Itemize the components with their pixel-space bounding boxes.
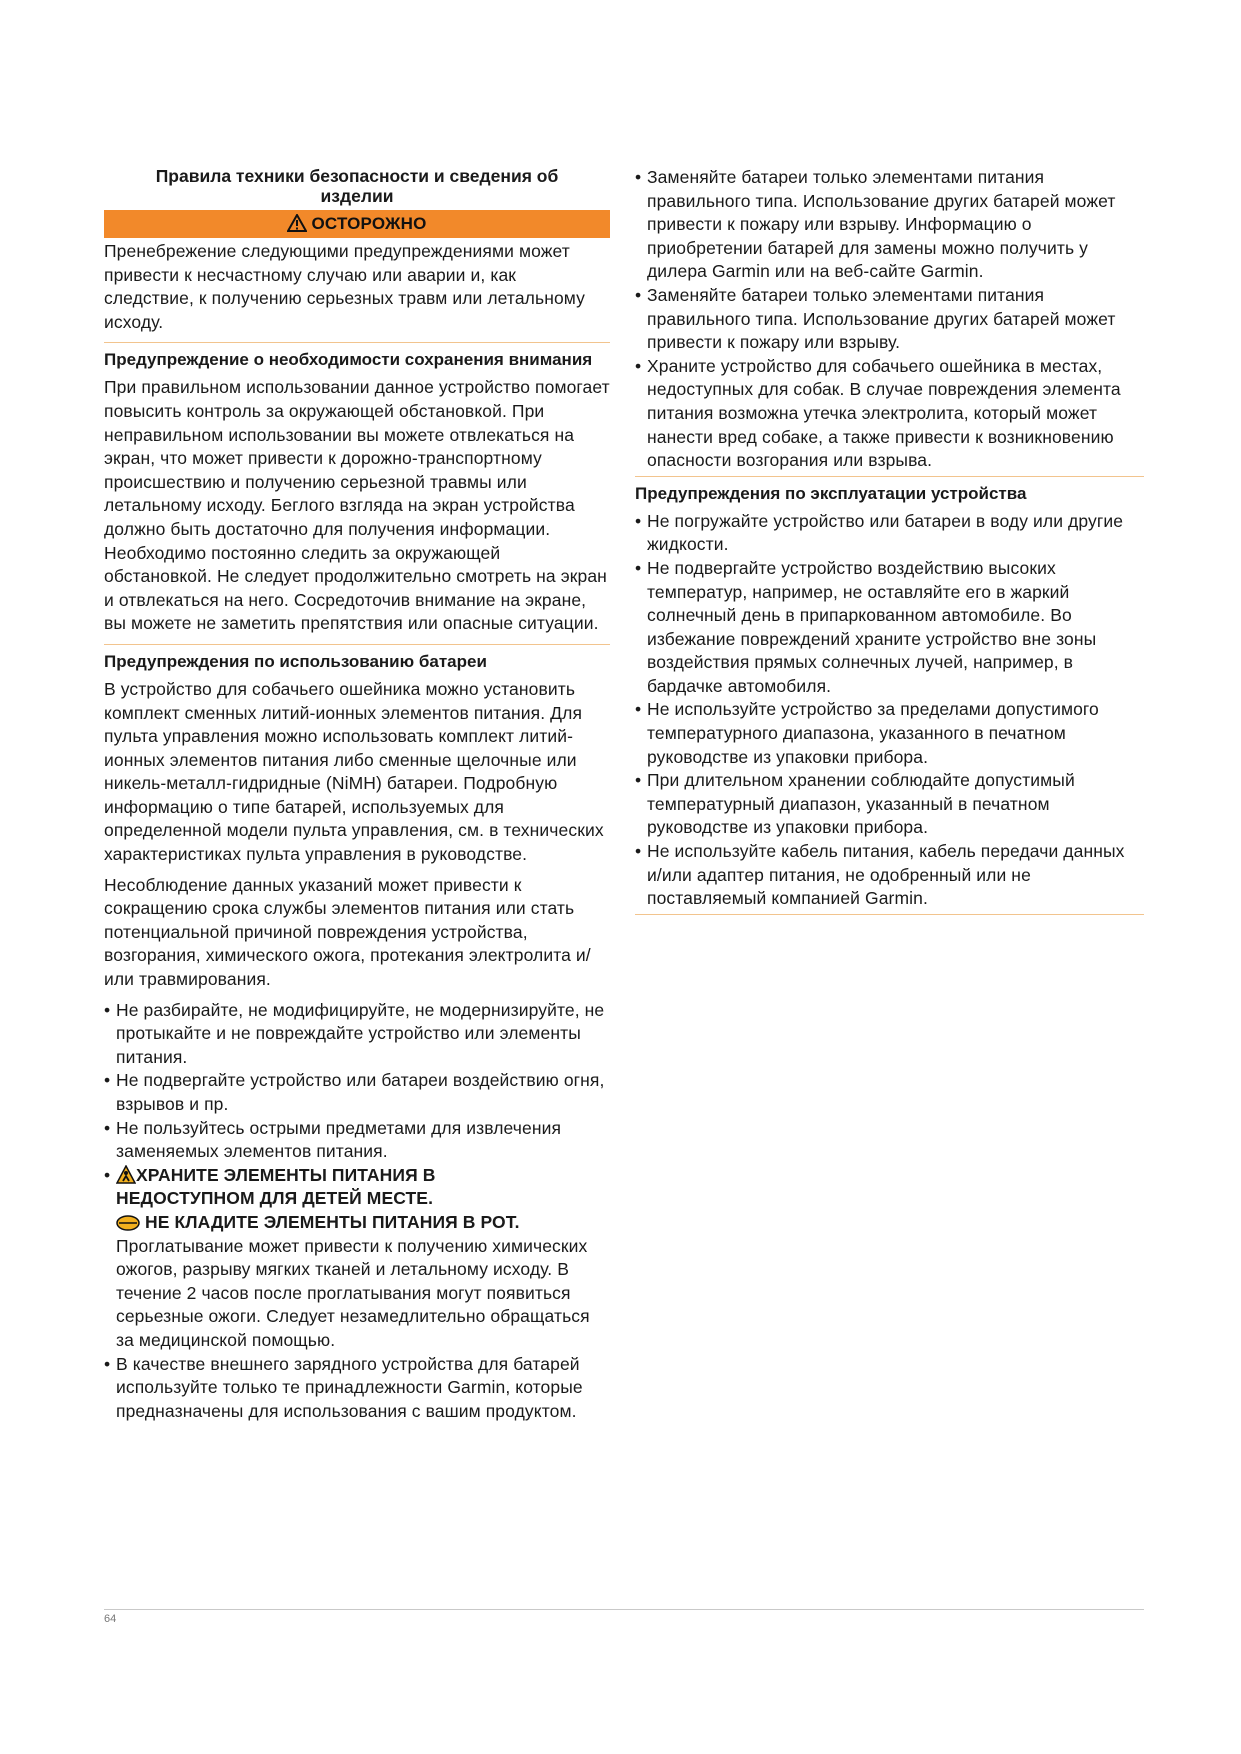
swallow-text: Проглатывание может привести к получению химических ожогов, разрыву мягких тканей и летальному исходу. В течение 2 часов после проглатывания могут появиться серьезные ожоги. Следует незамедлительно обращаться за медицинской помощью. xyxy=(116,1235,590,1350)
list-item: • Не используйте кабель питания, кабель передачи данных и/или адаптер питания, не одобренный или не поставляемый компанией Garmin. xyxy=(635,840,1144,911)
divider xyxy=(635,914,1144,915)
attention-text: При правильном использовании данное устройство помогает повысить контроль за окружающей обстановкой. При неправильном использовании вы можете отвлекаться на экран, что может привести к дорожно-транспортному происшествию и получению серьезной травмы или летальному исходу. Беглого взгляда на экран устройства должно быть достаточно для получения информации. Необходимо постоянно следить за окружающей обстановкой. Не следует продолжительно смотреть на экран и отвлекаться на него. Сосредоточив внимание на экране, вы можете не заметить препятствия или опасные ситуации. xyxy=(104,377,610,634)
list-item: • Заменяйте батареи только элементами питания правильного типа. Использование других батарей может привести к пожару или взрыву. xyxy=(635,284,1144,355)
operation-heading: Предупреждения по эксплуатации устройства xyxy=(635,483,1027,503)
list-item: • Не погружайте устройство или батареи в воду или другие жидкости. xyxy=(635,510,1144,557)
warning-label: ОСТОРОЖНО xyxy=(311,214,427,233)
list-item: • Не используйте устройство за пределами допустимого температурного диапазона, указанного в печатном руководстве из упаковки прибора. xyxy=(635,698,1144,769)
list-item: • При длительном хранении соблюдайте допустимый температурный диапазон, указанный в печатном руководстве из упаковки прибора. xyxy=(635,769,1144,840)
battery-heading: Предупреждения по использованию батареи xyxy=(104,651,487,671)
section-title: Правила техники безопасности и сведения об изделии xyxy=(155,166,559,206)
divider xyxy=(104,644,610,645)
right-column xyxy=(635,166,1144,921)
warning-triangle-icon xyxy=(287,214,307,232)
children-warning-line2: НЕДОСТУПНОМ ДЛЯ ДЕТЕЙ МЕСТЕ. xyxy=(116,1188,434,1209)
footer-divider xyxy=(104,1609,1144,1610)
battery-list xyxy=(104,999,610,1424)
mouth-warning: НЕ КЛАДИТЕ ЭЛЕМЕНТЫ ПИТАНИЯ В РОТ. xyxy=(116,1211,610,1235)
child-warning-icon xyxy=(116,1165,136,1185)
divider xyxy=(104,342,610,343)
page-number: 64 xyxy=(104,1613,117,1625)
warning-banner xyxy=(104,210,610,238)
divider xyxy=(635,476,1144,477)
battery-list-continued xyxy=(635,166,1144,473)
attention-heading: Предупреждение о необходимости сохранения внимания xyxy=(104,350,593,370)
list-item: • Заменяйте батареи только элементами питания правильного типа. Использование других батарей может привести к пожару или взрыву. Информацию о приобретении батарей для замены можно получить у дилера Garmin или на веб-сайте Garmin. xyxy=(635,166,1144,284)
operation-list xyxy=(635,510,1144,911)
left-column xyxy=(104,166,610,1423)
list-item: • Не пользуйтесь острыми предметами для извлечения заменяемых элементов питания. xyxy=(104,1117,610,1164)
battery-para-2: Несоблюдение данных указаний может привести к сокращению срока службы элементов питания или стать потенциальной причиной повреждения устройства, возгорания, химического ожога, протекания электролита и/или травмирования. xyxy=(104,874,591,990)
list-item: • Не разбирайте, не модифицируйте, не модернизируйте, не протыкайте и не повреждайте устройство или элементы питания. xyxy=(104,999,610,1070)
coin-battery-icon xyxy=(116,1214,140,1232)
list-item: • Не подвергайте устройство воздействию высоких температур, например, не оставляйте его в жаркий солнечный день в припаркованном автомобиле. Во избежание повреждений храните устройство вне зоны воздействия прямых солнечных лучей, например, в бардачке автомобиля. xyxy=(635,557,1144,699)
list-item: • В качестве внешнего зарядного устройства для батарей используйте только те принадлежности Garmin, которые предназначены для использования с вашим продуктом. xyxy=(104,1353,610,1424)
children-warning: • ХРАНИТЕ ЭЛЕМЕНТЫ ПИТАНИЯ В xyxy=(116,1164,610,1188)
list-item: • Не подвергайте устройство или батареи воздействию огня, взрывов и пр. xyxy=(104,1069,610,1116)
list-item: • Храните устройство для собачьего ошейника в местах, недоступных для собак. В случае повреждения элемента питания возможна утечка электролита, который может нанести вред собаке, а также привести к возникновению опасности возгорания или взрыва. xyxy=(635,355,1144,473)
warning-intro: Пренебрежение следующими предупреждениями может привести к несчастному случаю или аварии и, как следствие, к получению серьезных травм или летальному исходу. xyxy=(104,241,585,332)
list-item-child-warning xyxy=(104,1164,610,1353)
battery-para-1: В устройство для собачьего ошейника можно установить комплект сменных литий-ионных элементов питания. Для пульта управления можно использовать комплект литий-ионных элементов питания либо сменные щелочные или никель-металл-гидридные (NiMH) батареи. Подробную информацию о типе батарей, используемых для определенной модели пульта управления, см. в технических характеристиках пульта управления в руководстве. xyxy=(104,678,604,865)
